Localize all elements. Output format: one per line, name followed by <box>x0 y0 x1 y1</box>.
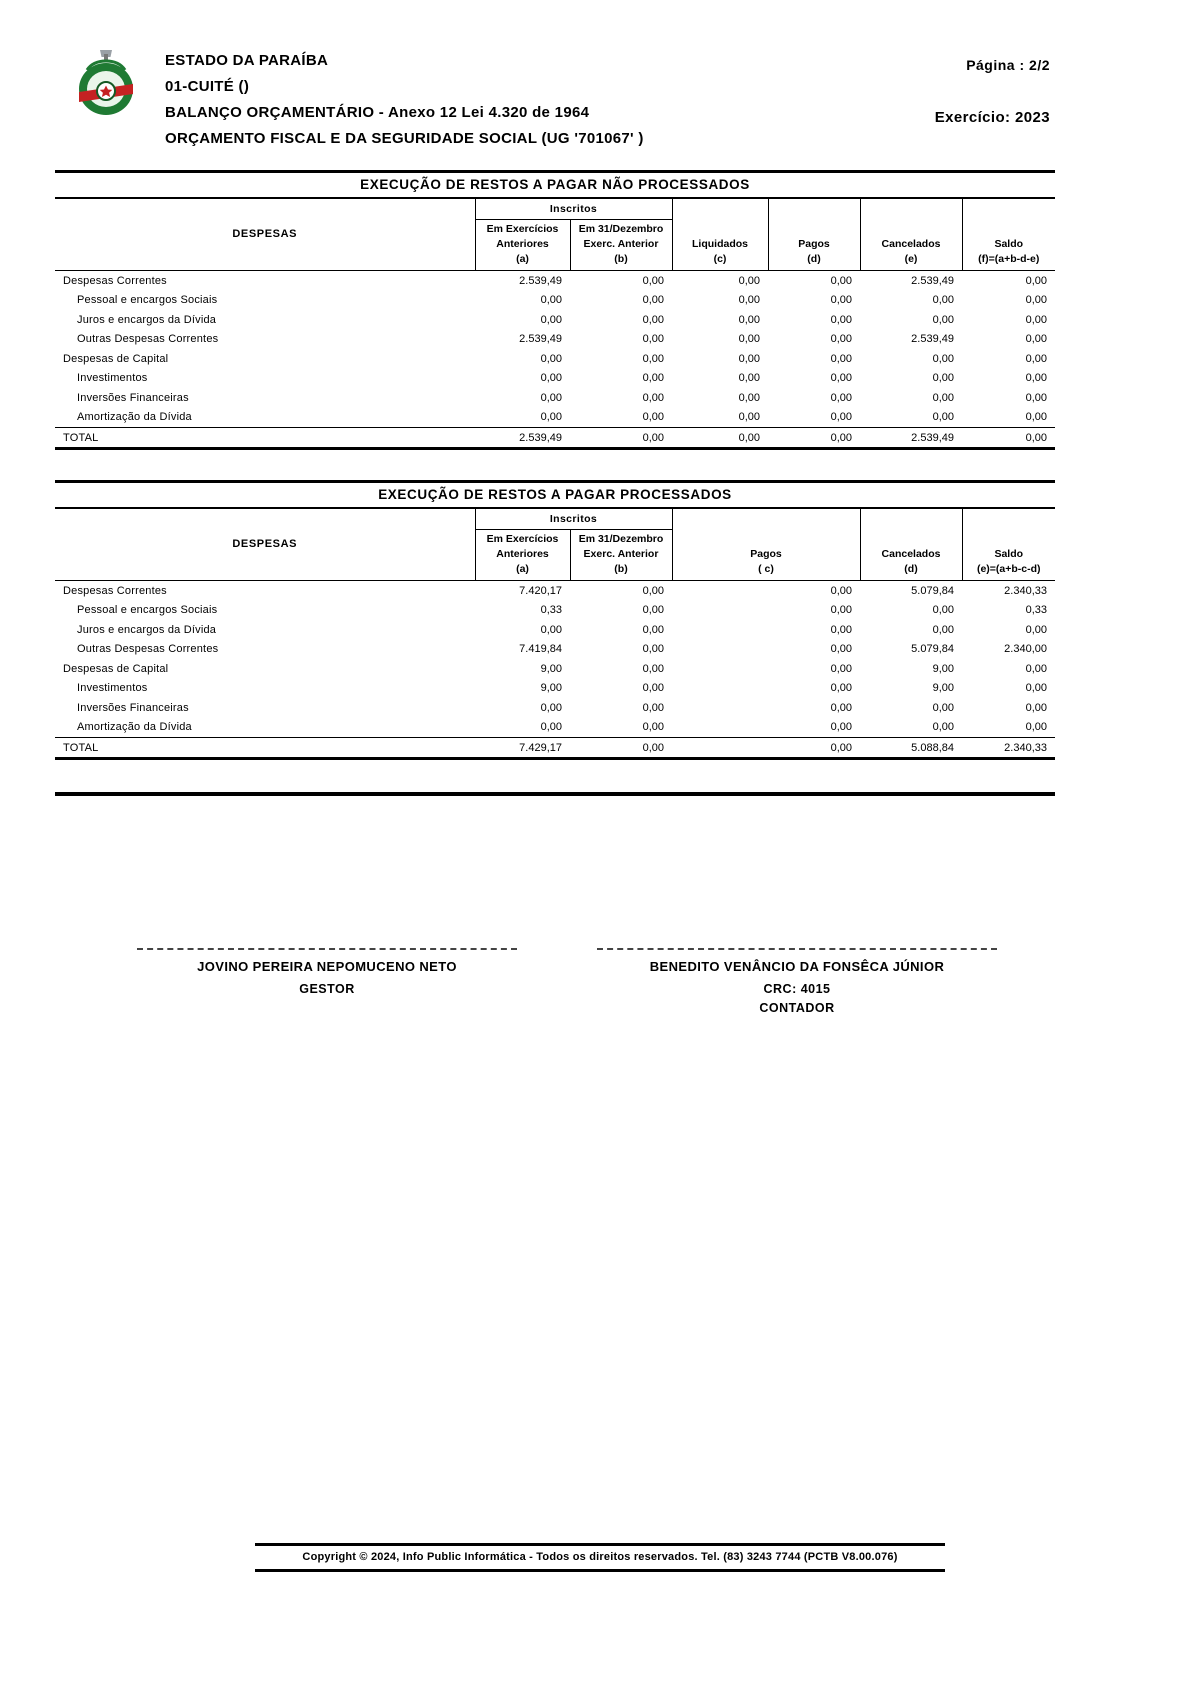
row-label: Pessoal e encargos Sociais <box>77 294 218 306</box>
header-titles <box>165 48 644 152</box>
cell-value: 0,00 <box>642 604 664 616</box>
cell-value: 0,00 <box>830 584 852 597</box>
cell-value: 0,00 <box>830 662 852 675</box>
cell-value: 0,00 <box>642 352 664 365</box>
cell-value: 0,00 <box>540 391 562 404</box>
column-header: Em Exercícios Anteriores (a) <box>475 219 570 270</box>
table-row <box>55 717 1055 737</box>
cell-value: 9,00 <box>540 682 562 694</box>
cell-value: 0,00 <box>830 604 852 616</box>
row-label: Pessoal e encargos Sociais <box>77 604 218 616</box>
cell-value: 0,00 <box>830 411 852 423</box>
cell-value: 9,00 <box>932 662 954 675</box>
cell-value: 0,00 <box>672 737 860 759</box>
cell-value: 0,00 <box>642 643 664 655</box>
cell-value: 0,00 <box>1025 391 1047 404</box>
cell-value: 2.340,33 <box>1004 584 1047 597</box>
cell-value: 0,00 <box>642 372 664 384</box>
table-row <box>55 349 1055 369</box>
cell-value: 0,00 <box>830 274 852 287</box>
table-row <box>55 659 1055 679</box>
cell-value: 0,00 <box>932 372 954 384</box>
cell-value: 0,00 <box>830 623 852 636</box>
row-label: Despesas de Capital <box>63 662 169 675</box>
cell-value: 0,00 <box>1025 682 1047 694</box>
cell-value: 0,00 <box>1025 411 1047 423</box>
cell-value: 2.539,49 <box>911 333 954 345</box>
cell-value: 0,00 <box>570 427 672 449</box>
row-label: Outras Despesas Correntes <box>77 333 219 345</box>
column-header: Em 31/Dezembro Exerc. Anterior (b) <box>570 219 672 270</box>
column-header: Saldo (e)=(a+b-c-d) <box>962 509 1055 580</box>
table-row <box>55 639 1055 659</box>
cell-value: 0,00 <box>642 333 664 345</box>
table-processados <box>55 509 1055 760</box>
column-header: Pagos ( c) <box>672 509 860 580</box>
row-label: Juros e encargos da Dívida <box>77 313 217 326</box>
cell-value: 0,00 <box>672 427 768 449</box>
table-row <box>55 600 1055 620</box>
cell-value: 0,00 <box>932 721 954 733</box>
page-content <box>55 0 1055 1018</box>
cell-value: 7.419,84 <box>519 643 562 655</box>
exercise-year: Exercício: 2023 <box>934 109 1050 126</box>
cell-value: 0,00 <box>1025 313 1047 326</box>
table-row <box>55 698 1055 718</box>
signature-block <box>55 948 1055 1018</box>
cell-value: 0,00 <box>540 701 562 714</box>
cell-value: 0,00 <box>738 391 760 404</box>
cell-value: 0,00 <box>738 313 760 326</box>
row-label: Inversões Financeiras <box>77 701 189 714</box>
signature-name-contador: BENEDITO VENÂNCIO DA FONSÊCA JÚNIOR <box>649 959 945 974</box>
cell-value: 0,00 <box>830 391 852 404</box>
cell-value: 0,00 <box>642 584 664 597</box>
rp-processados-section <box>55 480 1055 760</box>
cell-value: 0,00 <box>932 313 954 326</box>
column-header-inscritos: Inscritos <box>475 199 672 219</box>
cell-value: 9,00 <box>540 662 562 675</box>
coat-of-arms-icon <box>67 48 145 120</box>
table-row <box>55 270 1055 290</box>
cell-value: 0,00 <box>540 352 562 365</box>
cell-value: 5.079,84 <box>911 584 954 597</box>
signature-gestor <box>137 948 517 1018</box>
cell-value: 0,00 <box>830 313 852 326</box>
table-row <box>55 388 1055 408</box>
row-label: Amortização da Dívida <box>77 411 192 423</box>
cell-value: 0,00 <box>738 274 760 287</box>
header-report-subtitle: ORÇAMENTO FISCAL E DA SEGURIDADE SOCIAL (UG '701067' ) <box>165 130 644 147</box>
cell-value: 0,00 <box>738 411 760 423</box>
cell-value: 0,00 <box>932 391 954 404</box>
table-title-processados: EXECUÇÃO DE RESTOS A PAGAR PROCESSADOS <box>55 480 1055 509</box>
row-label: Amortização da Dívida <box>77 721 192 733</box>
cell-value: 0,00 <box>642 701 664 714</box>
cell-value: 0,00 <box>642 274 664 287</box>
cell-value: 0,00 <box>642 623 664 636</box>
cell-value: 0,00 <box>540 411 562 423</box>
header-state: ESTADO DA PARAÍBA <box>165 52 329 69</box>
row-label: Investimentos <box>77 372 148 384</box>
cell-value: 2.539,49 <box>475 427 570 449</box>
cell-value: 0,00 <box>642 294 664 306</box>
cell-value: 2.539,49 <box>519 333 562 345</box>
cell-value: 0,00 <box>830 721 852 733</box>
cell-value: 0,00 <box>738 333 760 345</box>
cell-value: 0,00 <box>962 427 1055 449</box>
cell-value: 7.429,17 <box>475 737 570 759</box>
table-row <box>55 310 1055 330</box>
cell-value: 2.340,33 <box>962 737 1055 759</box>
cell-value: 0,00 <box>642 391 664 404</box>
cell-value: 0,00 <box>738 352 760 365</box>
cell-value: 0,00 <box>570 737 672 759</box>
column-header: Cancelados (e) <box>860 199 962 270</box>
cell-value: 0,00 <box>1025 333 1047 345</box>
cell-value: 0,00 <box>642 682 664 694</box>
table-title-nao-processados: EXECUÇÃO DE RESTOS A PAGAR NÃO PROCESSADOS <box>55 170 1055 199</box>
table-row <box>55 329 1055 349</box>
signature-line <box>597 948 997 950</box>
cell-value: 0,00 <box>1025 701 1047 714</box>
cell-value: 0,00 <box>642 313 664 326</box>
page-number: Página : 2/2 <box>966 57 1050 73</box>
cell-value: 0,00 <box>932 701 954 714</box>
data-grid <box>55 199 1055 450</box>
cell-value: 0,00 <box>1025 274 1047 287</box>
cell-value: 0,00 <box>540 313 562 326</box>
signature-crc: CRC: 4015 <box>763 982 831 996</box>
cell-value: 0,00 <box>1025 372 1047 384</box>
cell-value: 7.420,17 <box>519 584 562 597</box>
header-report-title: BALANÇO ORÇAMENTÁRIO - Anexo 12 Lei 4.320 de 1964 <box>165 104 590 121</box>
row-label: Despesas Correntes <box>63 584 167 597</box>
cell-value: 0,00 <box>642 411 664 423</box>
rp-nao-processados-section <box>55 170 1055 450</box>
signature-name-gestor: JOVINO PEREIRA NEPOMUCENO NETO <box>197 959 457 974</box>
cell-value: 0,00 <box>1025 352 1047 365</box>
row-label: Outras Despesas Correntes <box>77 643 219 655</box>
cell-value: 0,00 <box>830 643 852 655</box>
column-header-despesas: DESPESAS <box>55 509 475 580</box>
row-label: Inversões Financeiras <box>77 391 189 404</box>
cell-value: 9,00 <box>932 682 954 694</box>
cell-value: 5.079,84 <box>911 643 954 655</box>
table-row <box>55 678 1055 698</box>
column-header-despesas: DESPESAS <box>55 199 475 270</box>
cell-value: 0,00 <box>830 701 852 714</box>
cell-value: 2.340,00 <box>1004 643 1047 655</box>
cell-value: 0,00 <box>642 721 664 733</box>
signature-role-contador: CONTADOR <box>759 1001 835 1015</box>
row-label: Investimentos <box>77 682 148 694</box>
column-header: Em 31/Dezembro Exerc. Anterior (b) <box>570 529 672 580</box>
cell-value: 2.539,49 <box>911 274 954 287</box>
signature-line <box>137 948 517 950</box>
header-entity: 01-CUITÉ () <box>165 78 250 95</box>
cell-value: 0,00 <box>540 294 562 306</box>
data-grid <box>55 509 1055 760</box>
total-row <box>55 427 1055 449</box>
cell-value: 0,00 <box>830 682 852 694</box>
cell-value: 0,00 <box>830 294 852 306</box>
cell-value: 0,33 <box>1025 604 1047 616</box>
table-row <box>55 407 1055 427</box>
table-row <box>55 290 1055 310</box>
table-nao-processados <box>55 199 1055 450</box>
column-header-inscritos: Inscritos <box>475 509 672 529</box>
column-header: Liquidados (c) <box>672 199 768 270</box>
column-header: Cancelados (d) <box>860 509 962 580</box>
signature-role-gestor: GESTOR <box>299 982 355 996</box>
cell-value: 0,00 <box>738 294 760 306</box>
cell-value: 0,00 <box>1025 662 1047 675</box>
cell-value: 0,00 <box>540 372 562 384</box>
cell-value: 5.088,84 <box>860 737 962 759</box>
section-end-rule <box>55 792 1055 796</box>
cell-value: 0,00 <box>932 623 954 636</box>
copyright-footer: Copyright © 2024, Info Public Informática - Todos os direitos reservados. Tel. (83) 3243 7744 (PCTB V8.00.076) <box>255 1543 945 1572</box>
cell-value: 0,00 <box>642 662 664 675</box>
cell-value: 0,00 <box>932 411 954 423</box>
document-header <box>55 0 1055 152</box>
signature-contador <box>597 948 997 1018</box>
column-header: Em Exercícios Anteriores (a) <box>475 529 570 580</box>
cell-value: 0,00 <box>540 721 562 733</box>
table-row <box>55 580 1055 600</box>
cell-value: 0,00 <box>1025 623 1047 636</box>
cell-value: 0,00 <box>932 352 954 365</box>
cell-value: 0,00 <box>738 372 760 384</box>
cell-value: 0,00 <box>932 604 954 616</box>
total-row <box>55 737 1055 759</box>
row-label: Despesas de Capital <box>63 352 169 365</box>
cell-value: 2.539,49 <box>860 427 962 449</box>
cell-value: 0,00 <box>830 372 852 384</box>
row-label: TOTAL <box>55 427 475 449</box>
cell-value: 0,00 <box>1025 294 1047 306</box>
cell-value: 0,00 <box>768 427 860 449</box>
table-row <box>55 620 1055 640</box>
row-label: TOTAL <box>55 737 475 759</box>
column-header: Pagos (d) <box>768 199 860 270</box>
cell-value: 2.539,49 <box>519 274 562 287</box>
cell-value: 0,00 <box>830 333 852 345</box>
paraiba-coat-of-arms-logo <box>67 48 149 125</box>
cell-value: 0,00 <box>540 623 562 636</box>
table-row <box>55 368 1055 388</box>
cell-value: 0,00 <box>932 294 954 306</box>
column-header: Saldo (f)=(a+b-d-e) <box>962 199 1055 270</box>
cell-value: 0,00 <box>830 352 852 365</box>
cell-value: 0,00 <box>1025 721 1047 733</box>
row-label: Despesas Correntes <box>63 274 167 287</box>
row-label: Juros e encargos da Dívida <box>77 623 217 636</box>
cell-value: 0,33 <box>540 604 562 616</box>
